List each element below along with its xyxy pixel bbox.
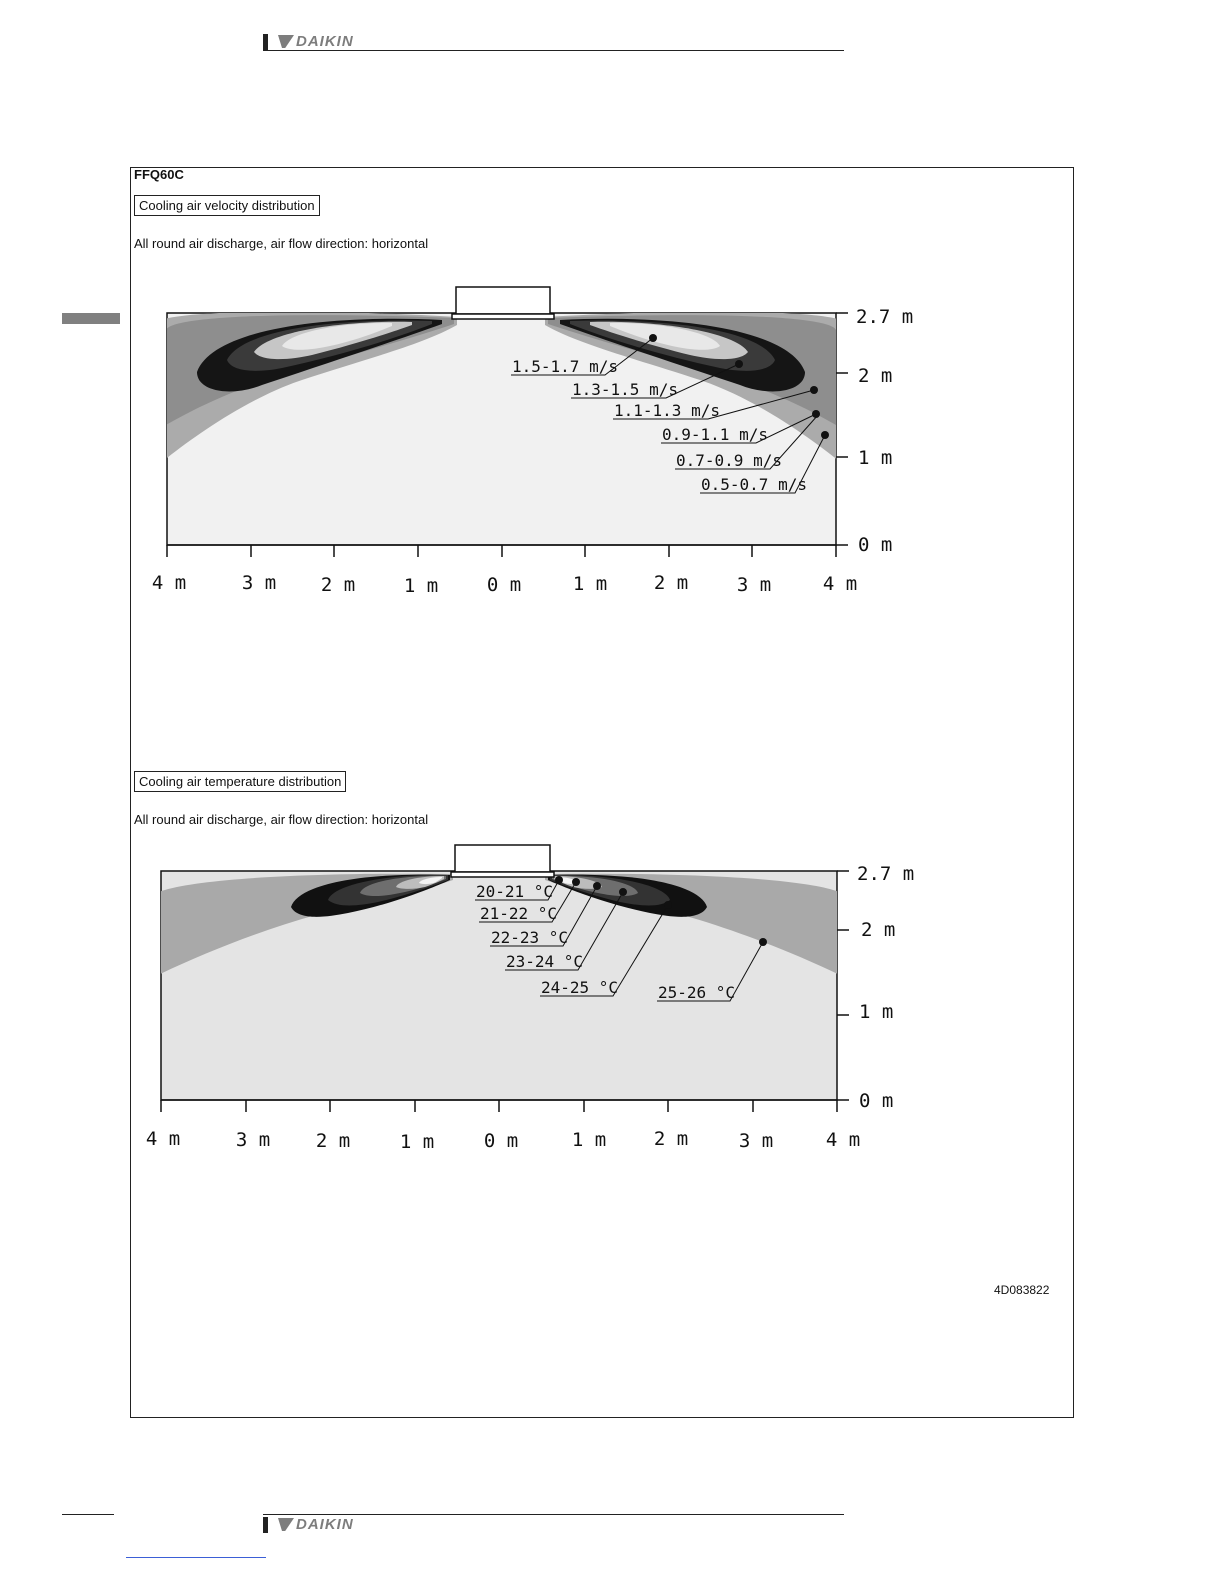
temperature-marker [572,878,580,886]
velocity-marker [649,334,657,342]
daikin-logo-icon [278,1518,294,1531]
velocity-legend-label: 1.3-1.5 m/s [572,380,678,399]
temperature-marker [593,882,601,890]
temperature-indoor-unit [455,845,550,872]
velocity-x-tick-label: 2 m [320,574,356,596]
velocity-section-subtitle: All round air discharge, air flow direction: horizontal [134,236,429,251]
temperature-marker [664,901,672,909]
velocity-legend-label: 0.7-0.9 m/s [676,451,782,470]
temperature-legend-label: 20-21 °C [476,882,554,901]
velocity-x-tick-label: 1 m [403,575,439,597]
temperature-x-tick-label: 0 m [483,1130,519,1152]
temperature-legend-label: 24-25 °C [541,978,619,997]
velocity-legend-label: 1.1-1.3 m/s [614,401,720,420]
velocity-marker [812,410,820,418]
document-id: 4D083822 [994,1283,1050,1297]
temperature-marker [555,876,563,884]
velocity-section-title: Cooling air velocity distribution [134,195,320,216]
temperature-y-tick-label: 2 m [861,919,896,941]
temperature-x-tick-label: 3 m [738,1130,774,1152]
temperature-marker [619,888,627,896]
velocity-legend-label: 0.5-0.7 m/s [701,475,807,494]
temperature-section-subtitle: All round air discharge, air flow direction: horizontal [134,812,429,827]
temperature-y-tick-label: 0 m [859,1090,894,1112]
velocity-y-tick-label: 2 m [858,365,893,387]
velocity-unit-panel [452,314,554,319]
temperature-x-tick-label: 4 m [825,1129,861,1151]
temperature-legend-label: 21-22 °C [480,904,558,923]
velocity-y-tick-label: 2.7 m [856,306,914,328]
velocity-x-tick-label: 1 m [572,573,608,595]
temperature-section-title: Cooling air temperature distribution [134,771,346,792]
temperature-x-tick-label: 3 m [235,1129,271,1151]
temperature-x-tick-label: 4 m [145,1128,181,1150]
temperature-unit-panel [451,872,554,877]
velocity-legend-label: 0.9-1.1 m/s [662,425,768,444]
temperature-y-tick-label: 2.7 m [857,863,915,885]
velocity-y-tick-label: 1 m [858,447,893,469]
velocity-x-tick-label: 0 m [486,574,522,596]
velocity-indoor-unit [456,287,550,314]
temperature-chart [146,845,914,1153]
velocity-x-tick-label: 4 m [822,573,858,595]
velocity-x-tick-label: 3 m [736,574,772,596]
temperature-legend-label: 22-23 °C [491,928,569,947]
velocity-x-tick-label: 4 m [151,572,187,594]
temperature-marker [759,938,767,946]
temperature-y-tick-label: 1 m [859,1001,894,1023]
velocity-chart [152,287,913,597]
velocity-x-tick-label: 3 m [241,572,277,594]
temperature-x-tick-label: 1 m [571,1129,607,1151]
footer-link-underline[interactable] [126,1557,266,1558]
header-brand: DAIKIN [296,33,354,50]
temperature-x-tick-label: 1 m [399,1131,435,1153]
footer-logo [263,1516,354,1533]
temperature-legend-label: 23-24 °C [506,952,584,971]
velocity-x-tick-label: 2 m [653,572,689,594]
footer-rule [263,1514,844,1515]
model-name: FFQ60C [134,167,184,182]
velocity-legend-label: 1.5-1.7 m/s [512,357,618,376]
velocity-marker [821,431,829,439]
velocity-y-tick-label: 0 m [858,534,893,556]
temperature-x-tick-label: 2 m [315,1130,351,1152]
footer-brand: DAIKIN [296,1516,354,1533]
velocity-marker [735,360,743,368]
temperature-x-tick-label: 2 m [653,1128,689,1150]
footer-left-rule [62,1514,114,1515]
velocity-marker [810,386,818,394]
logo-bar [263,1517,268,1533]
temperature-legend-label: 25-26 °C [658,983,736,1002]
